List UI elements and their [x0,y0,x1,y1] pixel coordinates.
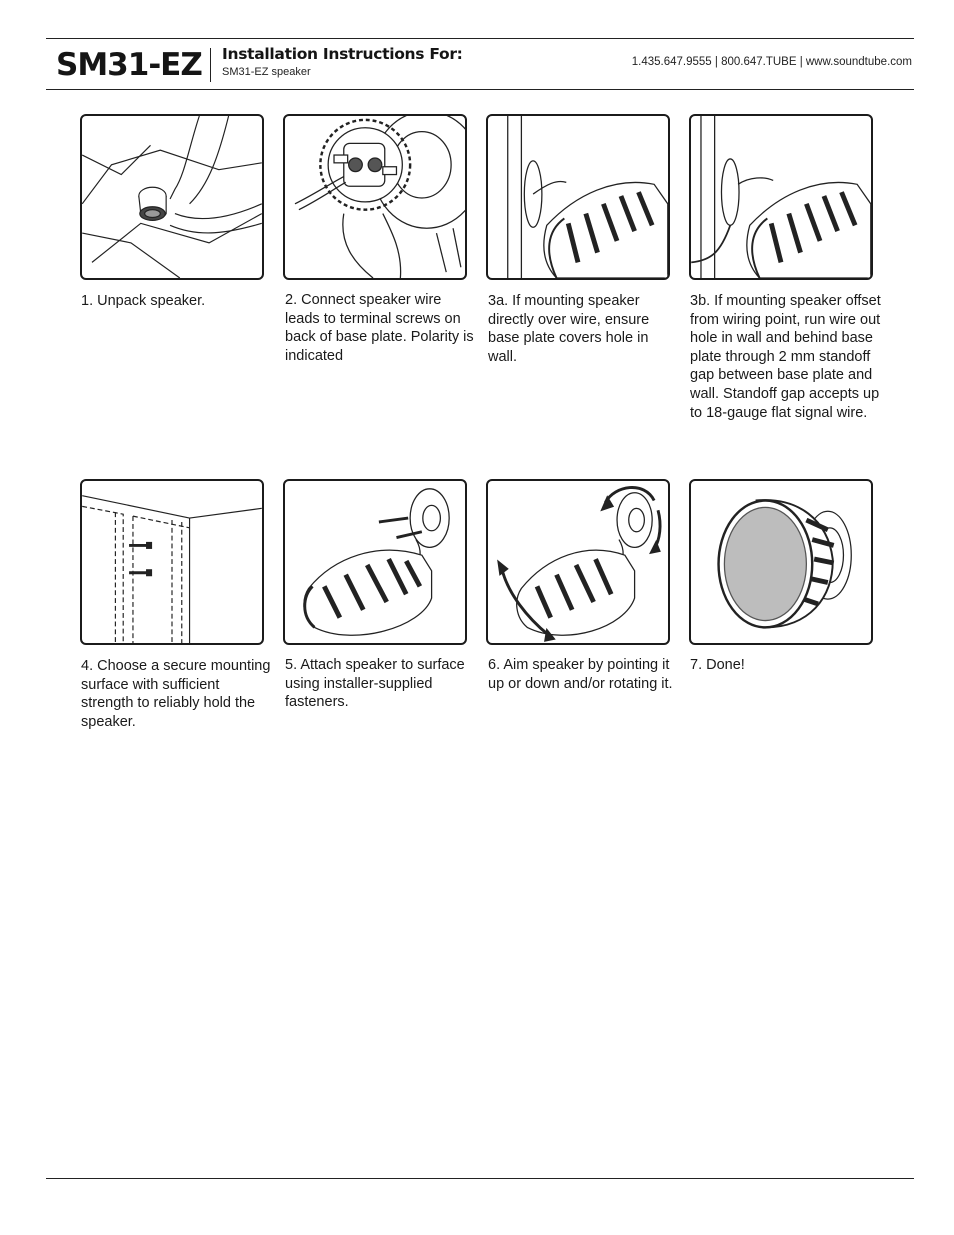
step-7-caption: 7. Done! [690,657,745,673]
mount-over-wire-illustration [486,114,670,280]
step-5-caption: 5. Attach speaker to surface using installer-supplied fasteners. [285,657,465,711]
finished-speaker-illustration [689,479,873,645]
header-subtitle: SM31-EZ speaker [222,66,311,78]
step-3b-caption: 3b. If mounting speaker offset from wiring point, run wire out hole in wall and behind base plate through 2 mm standoff gap between base plate and wall. Standoff gap accepts up to 18-gauge flat signal wire. [690,293,881,421]
product-logo: SM31-EZ [56,47,202,83]
header-rule [46,89,914,90]
step-6-caption: 6. Aim speaker by pointing it up or down and/or rotating it. [488,657,673,692]
contact-info: 1.435.647.9555 | 800.647.TUBE | www.soundtube.com [631,56,912,68]
attach-speaker-illustration [283,479,467,645]
footer-rule [46,1178,914,1179]
header-title: Installation Instructions For: [222,45,463,63]
unpack-illustration [80,114,264,280]
top-rule [46,38,914,39]
header-divider [210,48,211,82]
mount-offset-illustration [689,114,873,280]
step-2-caption: 2. Connect speaker wire leads to terminal screws on back of base plate. Polarity is indicated [285,292,474,364]
mounting-surface-illustration [80,479,264,645]
aim-speaker-illustration [486,479,670,645]
step-3a-caption: 3a. If mounting speaker directly over wire, ensure base plate covers hole in wall. [488,293,650,365]
step-4-caption: 4. Choose a secure mounting surface with sufficient strength to reliably hold the speaker. [81,658,271,730]
step-1-caption: 1. Unpack speaker. [81,293,206,309]
wiring-illustration [283,114,467,280]
